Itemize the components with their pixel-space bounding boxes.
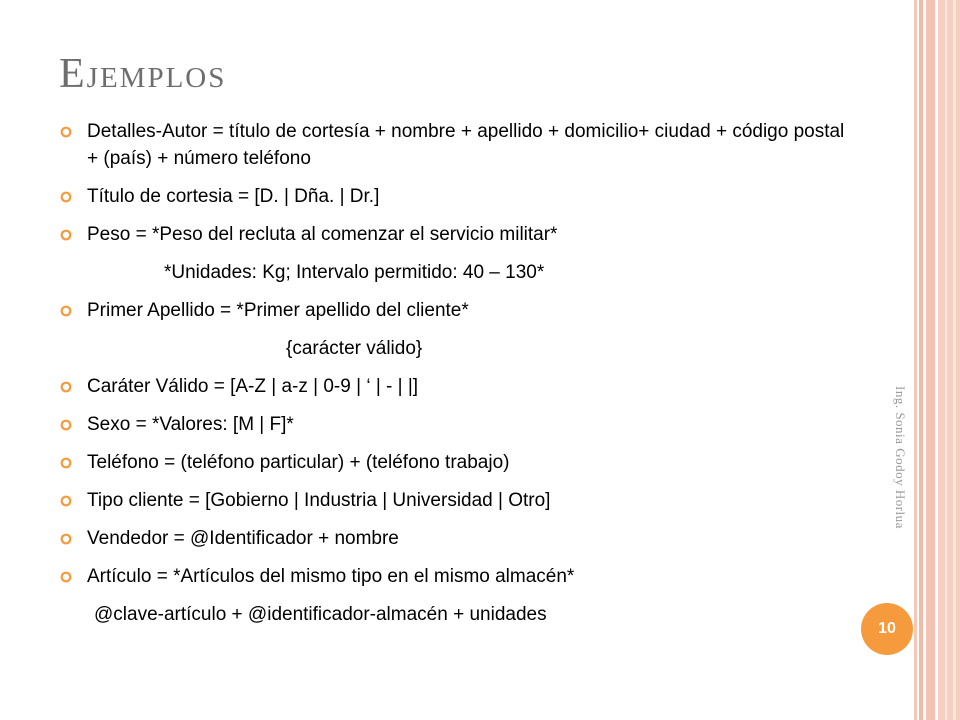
bullet-item <box>60 221 860 248</box>
bullet-icon <box>60 457 72 469</box>
bullet-item <box>60 373 860 400</box>
bullet-item <box>60 411 860 438</box>
bullet-item <box>60 487 860 514</box>
bullet-icon <box>60 381 72 393</box>
author-vertical-text: Ing. Sonia Godoy Horlua <box>893 386 908 529</box>
bullet-item <box>60 449 860 476</box>
stripe <box>938 0 960 720</box>
bullet-text: Sexo = *Valores: [M | F]* <box>87 414 294 435</box>
stripe <box>945 0 947 720</box>
slide-content <box>60 118 860 628</box>
bullet-text: Detalles-Autor = título de cortesía + nombre + apellido + domicilio+ ciudad + código postal + (país) + número teléfono <box>87 121 845 169</box>
bullet-text: Primer Apellido = *Primer apellido del cliente* <box>87 300 469 321</box>
continuation-line: *Unidades: Kg; Intervalo permitido: 40 – 130* <box>164 262 545 283</box>
bullet-item <box>60 183 860 210</box>
bullet-icon <box>60 126 72 138</box>
bullet-icon <box>60 305 72 317</box>
stripe <box>926 0 935 720</box>
continuation-line: @clave-artículo + @identificador-almacén + unidades <box>94 604 547 625</box>
bullet-icon <box>60 571 72 583</box>
stripe <box>919 0 923 720</box>
bullet-text: Título de cortesia = [D. | Dña. | Dr.] <box>87 186 380 207</box>
page-number-badge: 10 <box>861 603 913 655</box>
bullet-text: Vendedor = @Identificador + nombre <box>87 528 399 549</box>
bullet-item <box>60 297 860 324</box>
bullet-text: Caráter Válido = [A-Z | a-z | 0-9 | ‘ | - | |] <box>87 376 419 397</box>
stripe <box>914 0 917 720</box>
bullet-item <box>60 563 860 590</box>
bullet-icon <box>60 229 72 241</box>
bullet-icon <box>60 191 72 203</box>
bullet-icon <box>60 495 72 507</box>
bullet-item <box>60 118 860 172</box>
stripe <box>953 0 956 720</box>
continuation-line: {carácter válido} <box>286 338 423 359</box>
bullet-icon <box>60 419 72 431</box>
decorative-side-stripes <box>914 0 960 720</box>
bullet-item <box>60 525 860 552</box>
bullet-text: Tipo cliente = [Gobierno | Industria | Universidad | Otro] <box>87 490 551 511</box>
bullet-text: Teléfono = (teléfono particular) + (teléfono trabajo) <box>87 452 510 473</box>
slide-title: Ejemplos <box>59 51 227 97</box>
bullet-text: Artículo = *Artículos del mismo tipo en el mismo almacén* <box>87 566 575 587</box>
bullet-text: Peso = *Peso del recluta al comenzar el servicio militar* <box>87 224 558 245</box>
bullet-icon <box>60 533 72 545</box>
